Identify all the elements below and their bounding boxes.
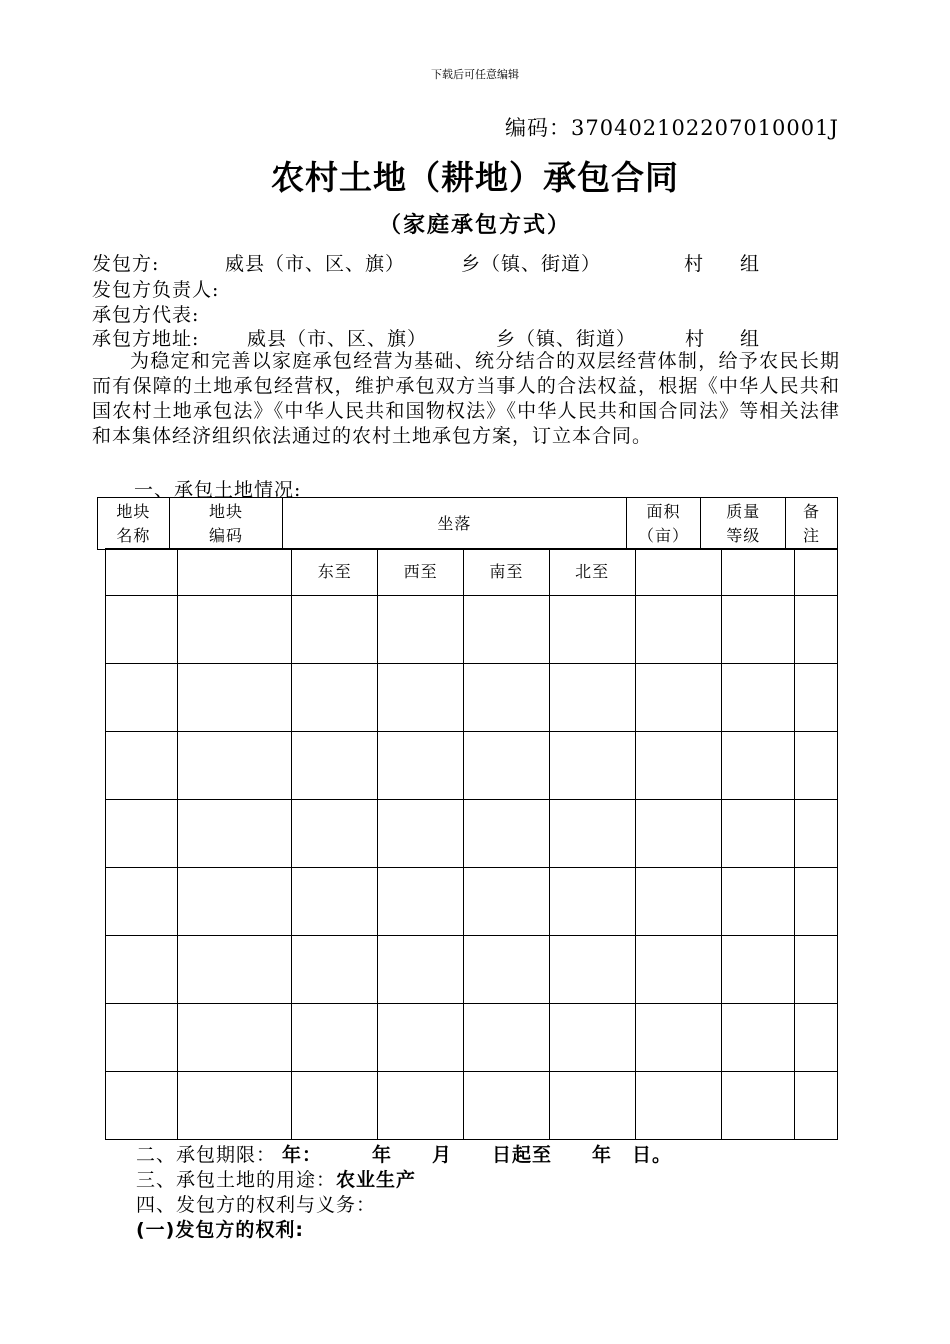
subheader-west: 西至 [378,549,464,596]
table-cell[interactable] [795,596,838,664]
table-cell[interactable] [549,1072,635,1140]
table-cell[interactable] [177,596,292,664]
term-year-label: 年： [282,1144,323,1166]
table-cell[interactable] [635,549,722,596]
table-cell[interactable] [106,800,178,868]
table-cell[interactable] [463,732,549,800]
table-cell[interactable] [722,596,795,664]
issuer-village: 村 [684,253,705,275]
table-cell[interactable] [549,664,635,732]
table-cell[interactable] [106,1072,178,1140]
table-subheader-row [106,549,838,596]
col-remarks: 备 注 [786,498,838,550]
intro-paragraph: 为稳定和完善以家庭承包经营为基础、统分结合的双层经营体制，给予农民长期而有保障的土地承包经营权，维护承包双方当事人的合法权益，根据《中华人民共和国农村土地承包法》《中华人民共和国物权法》《中华人民共和国合同法》等相关法律和本集体经济组织依法通过的农村土地承包方案，订立本合同。 [92,350,840,447]
issuer-label: 发包方: [92,253,160,275]
code-value: 370402102207010001J [571,116,839,140]
col-plot-code: 地块 编码 [169,498,283,550]
land-table-body [105,548,838,1140]
table-cell[interactable] [635,936,722,1004]
table-cell[interactable] [722,1072,795,1140]
table-cell[interactable] [177,664,292,732]
issuer-group: 组 [740,253,761,275]
table-cell[interactable] [177,800,292,868]
table-cell[interactable] [722,936,795,1004]
table-cell[interactable] [106,549,178,596]
table-cell[interactable] [378,596,464,664]
table-cell[interactable] [292,664,378,732]
contractor-village: 村 [685,328,706,350]
table-cell[interactable] [463,1004,549,1072]
contractor-address-label: 承包方地址: [92,328,200,350]
contractor-rep-label: 承包方代表: [92,304,200,326]
section-3-use [136,1165,416,1192]
table-cell[interactable] [549,596,635,664]
table-cell[interactable] [795,1072,838,1140]
table-cell[interactable] [106,868,178,936]
table-cell[interactable] [463,596,549,664]
section-4-heading: 四、发包方的权利与义务： [136,1194,377,1216]
section-1-heading: 一、承包土地情况: [134,479,302,501]
document-title: 农村土地（耕地）承包合同 [271,158,679,197]
table-cell[interactable] [292,868,378,936]
table-cell[interactable] [795,1004,838,1072]
contractor-county: 威县（市、区、旗） [247,328,428,350]
table-cell[interactable] [292,936,378,1004]
issuer-township: 乡（镇、街道） [461,253,602,275]
table-cell[interactable] [378,868,464,936]
table-cell[interactable] [549,936,635,1004]
table-cell[interactable] [292,596,378,664]
table-cell[interactable] [635,1072,722,1140]
term-start: 年 月 日起至 [372,1144,553,1166]
term-end: 年 日。 [592,1144,673,1166]
code-label: 编码： [505,116,571,140]
table-cell[interactable] [292,732,378,800]
table-cell[interactable] [177,868,292,936]
table-cell[interactable] [378,732,464,800]
table-row [106,664,838,732]
table-cell[interactable] [722,732,795,800]
table-cell[interactable] [549,1004,635,1072]
table-row [106,1004,838,1072]
table-cell[interactable] [635,732,722,800]
section-2-term [136,1140,672,1167]
col-area: 面积 （亩） [626,498,701,550]
table-cell[interactable] [722,868,795,936]
table-row [106,936,838,1004]
subheader-north: 北至 [549,549,635,596]
table-cell[interactable] [635,664,722,732]
contractor-township: 乡（镇、街道） [496,328,637,350]
section-2-label: 二、承包期限： [136,1144,277,1166]
table-cell[interactable] [722,1004,795,1072]
col-location: 坐落 [283,498,626,550]
table-cell[interactable] [463,1072,549,1140]
table-cell[interactable] [292,1072,378,1140]
table-cell[interactable] [106,1004,178,1072]
col-plot-name: 地块 名称 [98,498,170,550]
table-row [106,800,838,868]
table-cell[interactable] [106,664,178,732]
table-cell[interactable] [635,596,722,664]
contractor-group: 组 [740,328,761,350]
table-row [106,732,838,800]
table-cell[interactable] [635,868,722,936]
table-cell[interactable] [635,800,722,868]
table-row [106,596,838,664]
table-cell[interactable] [549,732,635,800]
table-cell[interactable] [549,868,635,936]
table-cell[interactable] [635,1004,722,1072]
table-cell[interactable] [722,549,795,596]
table-cell[interactable] [378,664,464,732]
table-cell[interactable] [292,800,378,868]
table-cell[interactable] [378,1072,464,1140]
document-header-note: 下载后可任意编辑 [431,68,519,81]
table-cell[interactable] [463,936,549,1004]
issuer-head-label: 发包方负责人: [92,279,220,301]
table-cell[interactable] [106,732,178,800]
issuer-county: 威县（市、区、旗） [225,253,406,275]
table-row [106,868,838,936]
contract-code [505,112,839,142]
table-cell[interactable] [177,1072,292,1140]
table-cell[interactable] [106,936,178,1004]
document-subtitle: （家庭承包方式） [378,213,571,238]
table-cell[interactable] [463,664,549,732]
table-cell[interactable] [177,936,292,1004]
subheader-east: 东至 [292,549,378,596]
table-cell[interactable] [795,800,838,868]
table-cell[interactable] [177,1004,292,1072]
table-cell[interactable] [722,800,795,868]
table-cell[interactable] [463,800,549,868]
table-cell[interactable] [722,664,795,732]
table-cell[interactable] [292,1004,378,1072]
table-cell[interactable] [378,936,464,1004]
table-cell[interactable] [378,800,464,868]
col-quality-grade: 质量 等级 [701,498,786,550]
land-table-header [97,497,838,550]
table-cell[interactable] [177,549,292,596]
section-4-1-heading: (一)发包方的权利: [136,1219,304,1241]
table-cell[interactable] [463,868,549,936]
table-cell[interactable] [549,800,635,868]
table-cell[interactable] [795,868,838,936]
section-3-label: 三、承包土地的用途： [136,1169,337,1191]
table-cell[interactable] [795,732,838,800]
subheader-south: 南至 [463,549,549,596]
table-row [106,1072,838,1140]
table-cell[interactable] [795,664,838,732]
table-cell[interactable] [106,596,178,664]
table-cell[interactable] [378,1004,464,1072]
table-cell[interactable] [177,732,292,800]
table-cell[interactable] [795,936,838,1004]
land-use-value: 农业生产 [336,1169,417,1191]
table-cell[interactable] [795,549,838,596]
